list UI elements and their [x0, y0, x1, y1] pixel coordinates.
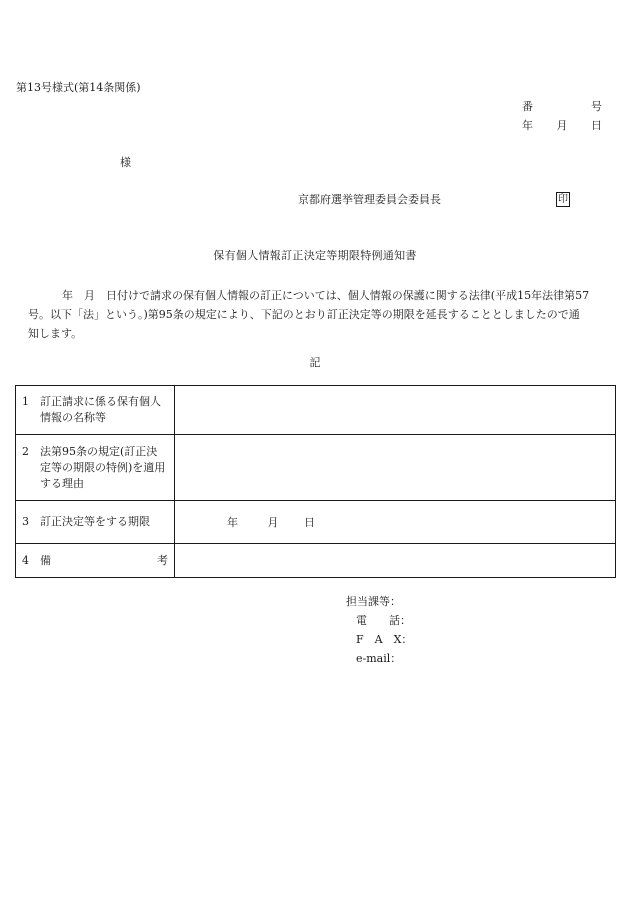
seal-mark: 印 — [556, 192, 570, 207]
deadline-date — [175, 501, 616, 544]
ki-heading: 記 — [309, 356, 321, 369]
document-number-line — [522, 101, 602, 112]
issue-date-day: 日 — [591, 119, 602, 132]
row-label — [16, 386, 175, 435]
table-row — [16, 544, 616, 578]
deadline-month: 月 — [267, 515, 279, 529]
contact-phone: 電 話： — [356, 614, 411, 627]
body-line-1: 年 月 日付けで請求の保有個人情報の訂正については、個人情報の保護に関する法律(平成15年法律第57 — [62, 289, 590, 302]
row-label-text: 訂正請求に係る保有個人情報の名称等 — [40, 395, 161, 424]
row-number: 4 — [22, 553, 29, 567]
issue-date-year: 年 — [522, 119, 533, 132]
body-line-3: 知します。 — [28, 327, 83, 340]
row-label-text: 訂正決定等をする期限 — [40, 515, 150, 528]
number-label-go: 号 — [591, 100, 602, 113]
row-number: 3 — [22, 515, 29, 528]
remarks-label-a: 備 — [40, 553, 51, 567]
contact-dept: 担当課等： — [346, 595, 401, 608]
body-paragraph — [28, 286, 618, 343]
table-row — [16, 386, 616, 435]
contact-email: e-mail： — [356, 652, 402, 665]
sender-name: 京都府選挙管理委員会委員長 — [298, 193, 441, 206]
row-label — [16, 544, 175, 578]
row-value — [175, 435, 616, 501]
details-table — [15, 385, 616, 578]
form-number: 第13号様式(第14条関係) — [16, 81, 141, 94]
body-line-2: 号。以下「法」という。)第95条の規定により、下記のとおり訂正決定等の期限を延長することとしましたので通 — [28, 308, 580, 321]
number-label-ban: 番 — [522, 100, 533, 113]
contact-fax: F A X： — [356, 633, 413, 646]
row-label — [16, 501, 175, 544]
table-row — [16, 501, 616, 544]
remarks-label-b: 考 — [157, 553, 168, 567]
contact-block — [346, 592, 412, 668]
document-title: 保有個人情報訂正決定等期限特例通知書 — [213, 249, 417, 262]
addressee-suffix: 様 — [120, 156, 131, 169]
issue-date-month: 月 — [556, 119, 568, 132]
row-value — [175, 386, 616, 435]
row-value — [175, 544, 616, 578]
deadline-year: 年 — [227, 515, 238, 529]
table-row — [16, 435, 616, 501]
row-label — [16, 435, 175, 501]
row-number: 1 — [22, 395, 29, 408]
deadline-day: 日 — [304, 515, 315, 529]
row-label-text: 法第95条の規定(訂正決定等の期限の特例)を適用する理由 — [40, 444, 166, 490]
issue-date-line — [522, 120, 602, 131]
row-number: 2 — [22, 444, 29, 458]
